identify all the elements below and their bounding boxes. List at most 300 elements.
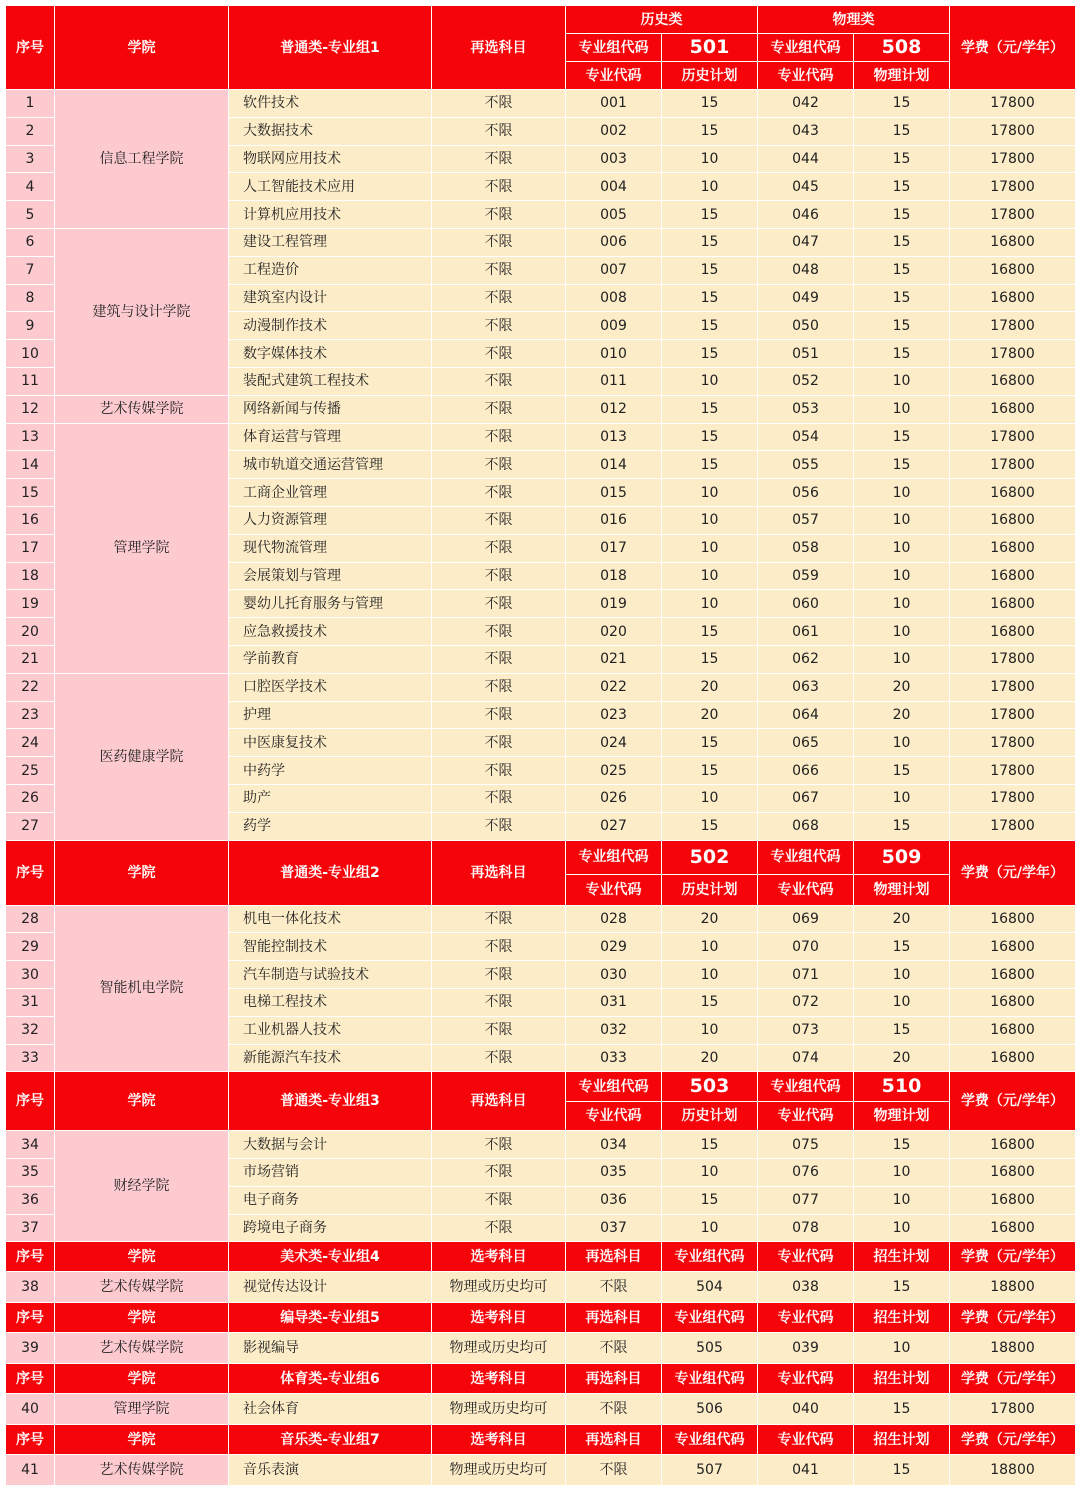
college-cell: 艺术传媒学院: [55, 395, 229, 423]
tuition-cell: 17800: [950, 117, 1076, 145]
seq-cell: 10: [6, 340, 55, 368]
history-plan-cell: 20: [662, 673, 758, 701]
physics-plan-cell: 20: [854, 673, 950, 701]
section-header-row: [6, 1072, 1076, 1102]
retake-header: 再选科目: [566, 1242, 662, 1272]
seq-cell: 38: [6, 1272, 55, 1303]
history-plan-header: 历史计划: [662, 62, 758, 90]
seq-cell: 1: [6, 90, 55, 118]
physics-plan-cell: 15: [854, 451, 950, 479]
retake-cell: 不限: [432, 201, 566, 229]
major-name-cell: 计算机应用技术: [229, 201, 432, 229]
physics-plan-cell: 15: [854, 1131, 950, 1159]
physics-major-code-cell: 061: [758, 618, 854, 646]
history-major-code-cell: 009: [566, 312, 662, 340]
retake-header: 再选科目: [566, 1425, 662, 1455]
history-major-code-cell: 004: [566, 173, 662, 201]
major-name-cell: 社会体育: [229, 1394, 432, 1425]
seq-cell: 21: [6, 645, 55, 673]
group-title-header: 体育类-专业组6: [229, 1364, 432, 1394]
physics-major-code-cell: 047: [758, 228, 854, 256]
tuition-cell: 16800: [950, 1044, 1076, 1072]
tuition-cell: 17800: [950, 312, 1076, 340]
major-name-cell: 学前教育: [229, 645, 432, 673]
physics-major-code-cell: 065: [758, 729, 854, 757]
tuition-cell: 17800: [950, 145, 1076, 173]
major-name-cell: 大数据与会计: [229, 1131, 432, 1159]
history-major-code-cell: 019: [566, 590, 662, 618]
history-group-code-value: 503: [662, 1072, 758, 1102]
physics-major-code-header: 专业代码: [758, 62, 854, 90]
history-plan-cell: 15: [662, 729, 758, 757]
major-name-cell: 网络新闻与传播: [229, 395, 432, 423]
history-major-code-header: 专业代码: [566, 874, 662, 905]
history-plan-cell: 15: [662, 645, 758, 673]
major-name-cell: 药学: [229, 812, 432, 840]
major-name-cell: 工程造价: [229, 256, 432, 284]
major-code-cell: 041: [758, 1455, 854, 1486]
history-plan-cell: 15: [662, 423, 758, 451]
major-name-cell: 影视编导: [229, 1333, 432, 1364]
tuition-cell: 16800: [950, 933, 1076, 961]
enroll-plan-header: 招生计划: [854, 1242, 950, 1272]
tuition-cell: 17800: [950, 673, 1076, 701]
retake-cell: 不限: [432, 1159, 566, 1187]
history-major-code-cell: 024: [566, 729, 662, 757]
seq-cell: 5: [6, 201, 55, 229]
tuition-cell: 18800: [950, 1333, 1076, 1364]
physics-major-code-cell: 078: [758, 1214, 854, 1242]
table-row: [6, 1455, 1076, 1486]
history-plan-cell: 10: [662, 145, 758, 173]
physics-plan-header: 物理计划: [854, 1102, 950, 1131]
history-plan-cell: 10: [662, 1214, 758, 1242]
physics-major-code-cell: 066: [758, 757, 854, 785]
tuition-cell: 16800: [950, 988, 1076, 1016]
seq-cell: 28: [6, 905, 55, 933]
history-plan-cell: 10: [662, 933, 758, 961]
major-name-cell: 数字媒体技术: [229, 340, 432, 368]
group-title-header: 普通类-专业组2: [229, 840, 432, 905]
major-name-cell: 口腔医学技术: [229, 673, 432, 701]
seq-cell: 11: [6, 367, 55, 395]
major-name-cell: 体育运营与管理: [229, 423, 432, 451]
major-code-cell: 040: [758, 1394, 854, 1425]
tuition-cell: 18800: [950, 1272, 1076, 1303]
physics-major-code-cell: 072: [758, 988, 854, 1016]
history-plan-cell: 10: [662, 534, 758, 562]
group-code-cell: 507: [662, 1455, 758, 1486]
major-name-cell: 新能源汽车技术: [229, 1044, 432, 1072]
history-plan-cell: 15: [662, 618, 758, 646]
seq-cell: 6: [6, 228, 55, 256]
retake-header: 再选科目: [566, 1364, 662, 1394]
physics-group-code-value: 510: [854, 1072, 950, 1102]
retake-cell: 不限: [432, 933, 566, 961]
history-major-code-cell: 011: [566, 367, 662, 395]
physics-plan-cell: 10: [854, 1186, 950, 1214]
physics-plan-cell: 15: [854, 256, 950, 284]
physics-plan-header: 物理计划: [854, 62, 950, 90]
group-code-header: 专业组代码: [662, 1364, 758, 1394]
seq-cell: 27: [6, 812, 55, 840]
history-major-code-cell: 012: [566, 395, 662, 423]
college-header: 学院: [55, 1425, 229, 1455]
history-major-code-cell: 003: [566, 145, 662, 173]
seq-header: 序号: [6, 1303, 55, 1333]
exam-subject-cell: 物理或历史均可: [432, 1455, 566, 1486]
physics-major-code-cell: 064: [758, 701, 854, 729]
physics-major-code-cell: 057: [758, 506, 854, 534]
physics-major-code-cell: 050: [758, 312, 854, 340]
major-name-cell: 工业机器人技术: [229, 1016, 432, 1044]
history-plan-cell: 15: [662, 757, 758, 785]
history-major-code-cell: 029: [566, 933, 662, 961]
seq-cell: 16: [6, 506, 55, 534]
history-plan-cell: 15: [662, 1186, 758, 1214]
enroll-plan-cell: 15: [854, 1394, 950, 1425]
tuition-cell: 17800: [950, 729, 1076, 757]
physics-group-code-label: 专业组代码: [758, 34, 854, 62]
seq-cell: 34: [6, 1131, 55, 1159]
major-name-cell: 城市轨道交通运营管理: [229, 451, 432, 479]
tuition-cell: 18800: [950, 1455, 1076, 1486]
major-name-cell: 中药学: [229, 757, 432, 785]
history-major-code-cell: 033: [566, 1044, 662, 1072]
retake-header: 再选科目: [432, 6, 566, 90]
history-plan-cell: 15: [662, 117, 758, 145]
seq-cell: 40: [6, 1394, 55, 1425]
table-row: [6, 1272, 1076, 1303]
retake-cell: 不限: [432, 562, 566, 590]
tuition-cell: 16800: [950, 1016, 1076, 1044]
major-name-cell: 机电一体化技术: [229, 905, 432, 933]
tuition-cell: 17800: [950, 757, 1076, 785]
retake-cell: 不限: [432, 729, 566, 757]
college-header: 学院: [55, 1364, 229, 1394]
seq-cell: 23: [6, 701, 55, 729]
physics-major-code-cell: 060: [758, 590, 854, 618]
retake-cell: 不限: [566, 1394, 662, 1425]
history-major-code-cell: 036: [566, 1186, 662, 1214]
physics-major-code-cell: 071: [758, 961, 854, 989]
major-code-header: 专业代码: [758, 1242, 854, 1272]
retake-cell: 不限: [432, 256, 566, 284]
college-cell: 艺术传媒学院: [55, 1272, 229, 1303]
tuition-cell: 16800: [950, 590, 1076, 618]
tuition-cell: 16800: [950, 1214, 1076, 1242]
college-cell: 信息工程学院: [55, 90, 229, 229]
enroll-plan-cell: 15: [854, 1455, 950, 1486]
seq-cell: 29: [6, 933, 55, 961]
history-plan-cell: 15: [662, 256, 758, 284]
history-category-header: 历史类: [566, 6, 758, 34]
retake-cell: 不限: [432, 479, 566, 507]
tuition-header: 学费（元/学年）: [950, 6, 1076, 90]
tuition-cell: 17800: [950, 701, 1076, 729]
history-major-code-cell: 030: [566, 961, 662, 989]
physics-major-code-cell: 053: [758, 395, 854, 423]
tuition-header: 学费（元/学年）: [950, 1303, 1076, 1333]
college-cell: 财经学院: [55, 1131, 229, 1242]
college-cell: 智能机电学院: [55, 905, 229, 1072]
group-title-header: 编导类-专业组5: [229, 1303, 432, 1333]
history-major-code-cell: 022: [566, 673, 662, 701]
group-header-row: [6, 1242, 1076, 1272]
tuition-cell: 17800: [950, 784, 1076, 812]
retake-cell: 不限: [432, 1016, 566, 1044]
tuition-header: 学费（元/学年）: [950, 1072, 1076, 1131]
physics-plan-cell: 15: [854, 201, 950, 229]
seq-cell: 24: [6, 729, 55, 757]
history-plan-cell: 10: [662, 506, 758, 534]
tuition-cell: 16800: [950, 284, 1076, 312]
major-name-cell: 人工智能技术应用: [229, 173, 432, 201]
exam-subject-cell: 物理或历史均可: [432, 1272, 566, 1303]
history-plan-cell: 10: [662, 1016, 758, 1044]
table-row: [6, 423, 1076, 451]
major-name-cell: 电子商务: [229, 1186, 432, 1214]
physics-major-code-cell: 056: [758, 479, 854, 507]
retake-cell: 不限: [432, 228, 566, 256]
retake-cell: 不限: [432, 1186, 566, 1214]
tuition-cell: 16800: [950, 1159, 1076, 1187]
seq-cell: 41: [6, 1455, 55, 1486]
physics-major-code-cell: 070: [758, 933, 854, 961]
physics-group-code-value: 509: [854, 840, 950, 874]
group-code-cell: 506: [662, 1394, 758, 1425]
history-plan-cell: 10: [662, 479, 758, 507]
physics-category-header: 物理类: [758, 6, 950, 34]
history-plan-cell: 20: [662, 905, 758, 933]
tuition-cell: 17800: [950, 201, 1076, 229]
history-major-code-cell: 025: [566, 757, 662, 785]
physics-plan-header: 物理计划: [854, 874, 950, 905]
retake-cell: 不限: [432, 701, 566, 729]
history-major-code-header: 专业代码: [566, 62, 662, 90]
physics-plan-cell: 10: [854, 729, 950, 757]
tuition-cell: 17800: [950, 340, 1076, 368]
history-major-code-cell: 018: [566, 562, 662, 590]
seq-cell: 39: [6, 1333, 55, 1364]
physics-major-code-header: 专业代码: [758, 1102, 854, 1131]
physics-plan-cell: 10: [854, 961, 950, 989]
history-plan-cell: 10: [662, 590, 758, 618]
retake-cell: 不限: [432, 340, 566, 368]
seq-cell: 33: [6, 1044, 55, 1072]
section-header-row: [6, 6, 1076, 34]
exam-subject-header: 选考科目: [432, 1425, 566, 1455]
tuition-cell: 16800: [950, 395, 1076, 423]
group-code-header: 专业组代码: [662, 1242, 758, 1272]
retake-header: 再选科目: [432, 1072, 566, 1131]
section-header-row: [6, 840, 1076, 874]
seq-cell: 15: [6, 479, 55, 507]
seq-cell: 2: [6, 117, 55, 145]
major-name-cell: 应急救援技术: [229, 618, 432, 646]
seq-cell: 19: [6, 590, 55, 618]
seq-cell: 14: [6, 451, 55, 479]
physics-plan-cell: 15: [854, 312, 950, 340]
history-major-code-cell: 016: [566, 506, 662, 534]
major-name-cell: 市场营销: [229, 1159, 432, 1187]
tuition-header: 学费（元/学年）: [950, 840, 1076, 905]
retake-cell: 不限: [432, 367, 566, 395]
seq-cell: 37: [6, 1214, 55, 1242]
major-name-cell: 软件技术: [229, 90, 432, 118]
retake-cell: 不限: [566, 1333, 662, 1364]
exam-subject-header: 选考科目: [432, 1242, 566, 1272]
seq-header: 序号: [6, 1242, 55, 1272]
physics-plan-cell: 10: [854, 395, 950, 423]
history-group-code-value: 502: [662, 840, 758, 874]
tuition-cell: 16800: [950, 256, 1076, 284]
physics-plan-cell: 15: [854, 423, 950, 451]
enroll-plan-cell: 10: [854, 1333, 950, 1364]
major-name-cell: 电梯工程技术: [229, 988, 432, 1016]
history-major-code-cell: 014: [566, 451, 662, 479]
major-name-cell: 助产: [229, 784, 432, 812]
history-major-code-cell: 034: [566, 1131, 662, 1159]
history-major-code-cell: 032: [566, 1016, 662, 1044]
physics-plan-cell: 10: [854, 479, 950, 507]
physics-plan-cell: 10: [854, 618, 950, 646]
history-plan-cell: 10: [662, 784, 758, 812]
major-code-header: 专业代码: [758, 1303, 854, 1333]
tuition-cell: 16800: [950, 228, 1076, 256]
college-header: 学院: [55, 1303, 229, 1333]
physics-plan-cell: 15: [854, 228, 950, 256]
retake-cell: 不限: [432, 784, 566, 812]
enroll-plan-header: 招生计划: [854, 1425, 950, 1455]
table-body: [6, 6, 1076, 1486]
college-cell: 管理学院: [55, 1394, 229, 1425]
college-cell: 艺术传媒学院: [55, 1333, 229, 1364]
table-row: [6, 905, 1076, 933]
major-name-cell: 护理: [229, 701, 432, 729]
seq-cell: 32: [6, 1016, 55, 1044]
college-cell: 医药健康学院: [55, 673, 229, 840]
tuition-cell: 16800: [950, 534, 1076, 562]
table-row: [6, 395, 1076, 423]
college-header: 学院: [55, 840, 229, 905]
retake-cell: 不限: [432, 905, 566, 933]
college-header: 学院: [55, 1242, 229, 1272]
tuition-cell: 16800: [950, 506, 1076, 534]
history-plan-cell: 15: [662, 812, 758, 840]
physics-major-code-cell: 052: [758, 367, 854, 395]
history-major-code-cell: 001: [566, 90, 662, 118]
tuition-cell: 17800: [950, 173, 1076, 201]
major-name-cell: 装配式建筑工程技术: [229, 367, 432, 395]
history-plan-cell: 15: [662, 312, 758, 340]
tuition-header: 学费（元/学年）: [950, 1242, 1076, 1272]
exam-subject-header: 选考科目: [432, 1364, 566, 1394]
history-major-code-cell: 021: [566, 645, 662, 673]
retake-cell: 不限: [432, 673, 566, 701]
history-plan-cell: 10: [662, 1159, 758, 1187]
group-title-header: 美术类-专业组4: [229, 1242, 432, 1272]
major-name-cell: 动漫制作技术: [229, 312, 432, 340]
seq-cell: 8: [6, 284, 55, 312]
tuition-cell: 16800: [950, 1131, 1076, 1159]
physics-plan-cell: 10: [854, 590, 950, 618]
retake-cell: 不限: [432, 117, 566, 145]
tuition-cell: 16800: [950, 479, 1076, 507]
physics-plan-cell: 15: [854, 340, 950, 368]
seq-header: 序号: [6, 1072, 55, 1131]
retake-cell: 不限: [432, 1214, 566, 1242]
history-plan-cell: 15: [662, 1131, 758, 1159]
seq-cell: 12: [6, 395, 55, 423]
tuition-cell: 17800: [950, 423, 1076, 451]
retake-cell: 不限: [432, 590, 566, 618]
history-major-code-cell: 017: [566, 534, 662, 562]
physics-major-code-cell: 059: [758, 562, 854, 590]
physics-plan-cell: 15: [854, 173, 950, 201]
history-plan-cell: 15: [662, 395, 758, 423]
history-major-code-cell: 015: [566, 479, 662, 507]
group-header-row: [6, 1364, 1076, 1394]
retake-cell: 不限: [432, 645, 566, 673]
history-plan-cell: 20: [662, 701, 758, 729]
physics-plan-cell: 10: [854, 784, 950, 812]
physics-plan-cell: 15: [854, 812, 950, 840]
major-name-cell: 工商企业管理: [229, 479, 432, 507]
history-major-code-cell: 006: [566, 228, 662, 256]
history-major-code-cell: 013: [566, 423, 662, 451]
history-plan-cell: 15: [662, 228, 758, 256]
physics-major-code-cell: 077: [758, 1186, 854, 1214]
physics-major-code-cell: 062: [758, 645, 854, 673]
tuition-cell: 17800: [950, 1394, 1076, 1425]
history-major-code-cell: 026: [566, 784, 662, 812]
physics-major-code-cell: 044: [758, 145, 854, 173]
seq-cell: 17: [6, 534, 55, 562]
tuition-cell: 16800: [950, 905, 1076, 933]
physics-plan-cell: 10: [854, 534, 950, 562]
physics-major-code-cell: 055: [758, 451, 854, 479]
seq-cell: 9: [6, 312, 55, 340]
retake-cell: 不限: [432, 1044, 566, 1072]
major-name-cell: 婴幼儿托育服务与管理: [229, 590, 432, 618]
retake-cell: 不限: [432, 173, 566, 201]
group-title-header: 音乐类-专业组7: [229, 1425, 432, 1455]
physics-major-code-cell: 048: [758, 256, 854, 284]
history-plan-cell: 10: [662, 961, 758, 989]
retake-cell: 不限: [432, 312, 566, 340]
seq-cell: 13: [6, 423, 55, 451]
history-major-code-header: 专业代码: [566, 1102, 662, 1131]
retake-cell: 不限: [432, 812, 566, 840]
history-plan-cell: 20: [662, 1044, 758, 1072]
history-plan-header: 历史计划: [662, 1102, 758, 1131]
history-plan-header: 历史计划: [662, 874, 758, 905]
enroll-plan-header: 招生计划: [854, 1303, 950, 1333]
physics-plan-cell: 10: [854, 988, 950, 1016]
physics-group-code-label: 专业组代码: [758, 1072, 854, 1102]
history-plan-cell: 15: [662, 284, 758, 312]
retake-cell: 不限: [432, 961, 566, 989]
history-major-code-cell: 010: [566, 340, 662, 368]
history-plan-cell: 15: [662, 340, 758, 368]
exam-subject-cell: 物理或历史均可: [432, 1394, 566, 1425]
retake-cell: 不限: [432, 757, 566, 785]
retake-cell: 不限: [432, 618, 566, 646]
group-code-header: 专业组代码: [662, 1425, 758, 1455]
group-header-row: [6, 1303, 1076, 1333]
retake-cell: 不限: [432, 1131, 566, 1159]
